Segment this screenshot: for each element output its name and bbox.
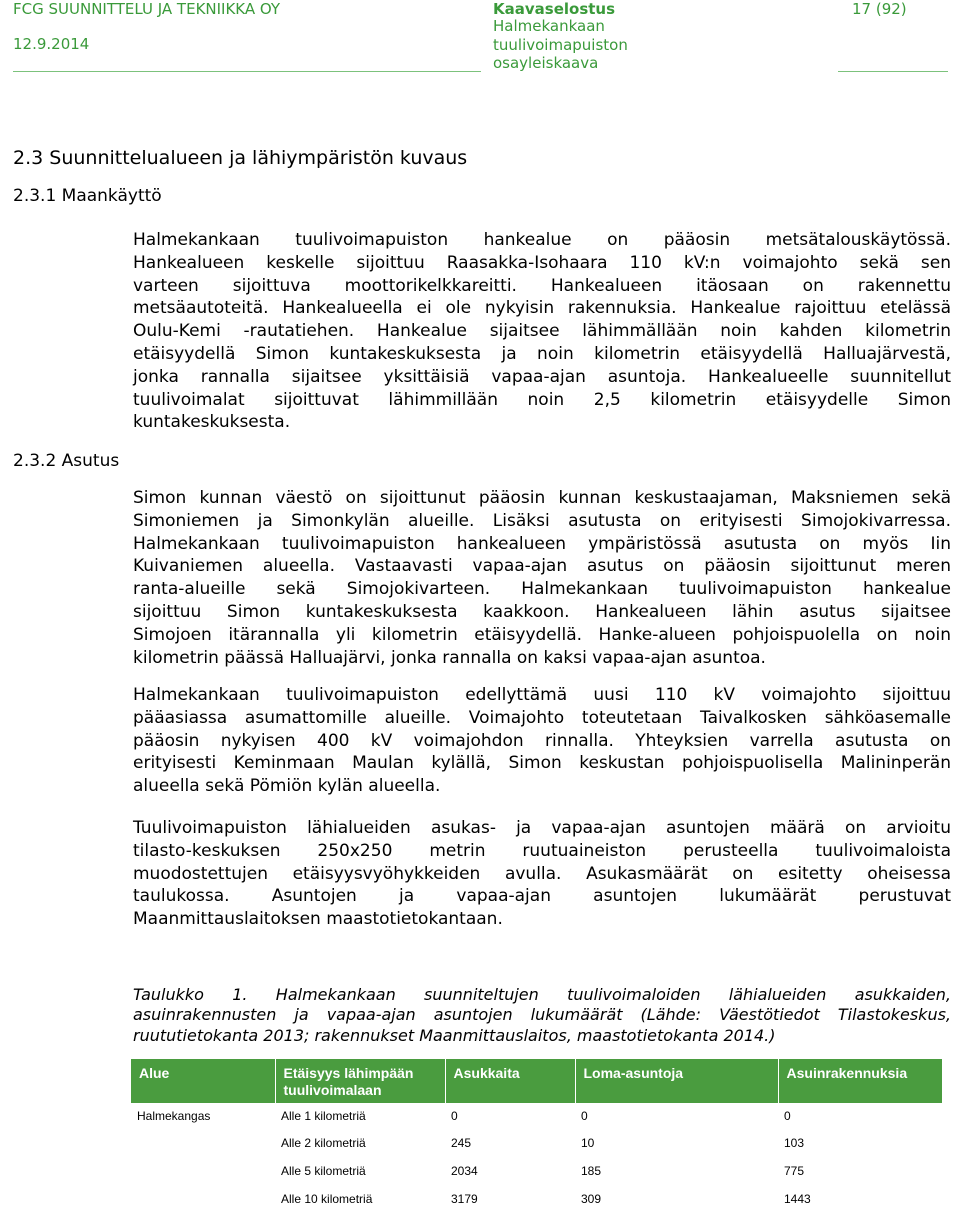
table-cell: 0 (445, 1104, 575, 1129)
text-line: Simoniemen ja Simonkylän alueille. Lisäksi asutusta on erityisesti Simojokivarressa. (133, 510, 951, 531)
header-rule-right (838, 71, 948, 72)
text-line: alueella sekä Pömiön kylän alueella. (133, 776, 441, 797)
text-line: tuulivoimalat sijoittuvat lähimmillään noin 2,5 kilometrin etäisyydelle Simon (133, 389, 951, 410)
table-cell: 1443 (778, 1185, 942, 1213)
table-row (131, 1129, 942, 1157)
text-line: Simojoen itärannalla yli kilometrin etäisyydellä. Hanke-alueen pohjoispuolella on noin (133, 624, 951, 645)
table-cell: Alle 2 kilometriä (275, 1129, 445, 1157)
text-line: asuinrakennusten ja vapaa-ajan asuntojen lukumäärät (Lähde: Väestötiedot Tilastokeskus, (133, 1005, 951, 1025)
table-cell (131, 1129, 275, 1157)
header-alue: Alue (131, 1059, 275, 1104)
table-row (131, 1104, 942, 1129)
text-line: Halmekankaan tuulivoimapuiston hankealueen ympäristössä asutusta on myös Iin (133, 533, 951, 554)
text-line: etäisyydellä Simon kuntakeskuksesta ja noin kilometrin etäisyydellä Halluajärvestä, (133, 343, 951, 364)
text-line: varteen sijoittuva moottorikelkkareitti. Hankealueen itäosaan on rakennettu (133, 275, 951, 296)
header-loma-asuntoja: Loma-asuntoja (575, 1059, 778, 1104)
table-cell: Alle 1 kilometriä (275, 1104, 445, 1129)
subsection-heading-maankaytto: 2.3.1 Maankäyttö (13, 186, 162, 206)
table-cell: 103 (778, 1129, 942, 1157)
text-line: erityisesti Keminmaan Maulan kylällä, Simon keskustan pohjoispuolisella Malininperän (133, 753, 951, 774)
section-heading: 2.3 Suunnittelualueen ja lähiympäristön kuvaus (13, 147, 468, 169)
table-row (131, 1185, 942, 1213)
header-asukkaita: Asukkaita (445, 1059, 575, 1104)
table-cell: Alle 10 kilometriä (275, 1185, 445, 1213)
document-subtitle-2: tuulivoimapuiston (493, 36, 628, 54)
text-line: Simon kunnan väestö on sijoittunut pääosin kunnan keskustaajaman, Maksniemen sekä (133, 488, 951, 508)
header-asuinrakennuksia: Asuinrakennuksia (778, 1059, 942, 1104)
text-line: jonka rannalla sijaitsee yksittäisiä vapaa-ajan asuntoja. Hankealueelle suunnitellut (133, 366, 951, 387)
text-line: kuntakeskuksesta. (133, 412, 291, 433)
document-date: 12.9.2014 (13, 35, 90, 53)
text-line: Oulu-Kemi -rautatiehen. Hankealue sijaitsee lähimmällään noin kahden kilometrin (133, 321, 951, 342)
table-cell: 0 (778, 1104, 942, 1129)
page-number: 17 (92) (852, 0, 907, 18)
text-line: sijoittuu Simon kuntakeskuksesta kaakkoon. Hankealueen lähin asutus sijaitsee (133, 601, 951, 622)
table-row (131, 1157, 942, 1185)
paragraph-asutus-3 (133, 817, 951, 931)
document-title: Kaavaselostus (493, 0, 616, 18)
table-cell: 309 (575, 1185, 778, 1213)
document-subtitle-1: Halmekankaan (493, 17, 605, 35)
text-line: muodostettujen etäisyysvyöhykkeiden avulla. Asukasmäärät on esitetty oheisessa (133, 863, 951, 884)
text-line: Hankealueen keskelle sijoittuu Raasakka-Isohaara 110 kV:n voimajohto sekä sen (133, 252, 951, 273)
document-subtitle-3: osayleiskaava (493, 54, 599, 72)
text-line: Maanmittauslaitoksen maastotietokantaan. (133, 909, 503, 930)
table-cell: Halmekangas (131, 1104, 275, 1129)
text-line: ruututietokanta 2013; rakennukset Maanmittauslaitos, maastotietokanta 2014.) (133, 1025, 776, 1045)
text-line: pääasiassa asumattomille alueille. Voimajohto toteutetaan Taivalkosken sähköasemalle (133, 707, 951, 728)
table-cell: 0 (575, 1104, 778, 1129)
text-line: ranta-alueille sekä Simojokivarteen. Halmekankaan tuulivoimapuiston hankealue (133, 579, 951, 600)
text-line: metsäautoteitä. Hankealueella ei ole nykyisin rakennuksia. Hankealue rajoittuu etelässä (133, 298, 951, 319)
header-rule-left (13, 71, 481, 72)
paragraph-asutus-1 (133, 487, 951, 669)
table-cell: 775 (778, 1157, 942, 1185)
text-line: Taulukko 1. Halmekankaan suunniteltujen tuulivoimaloiden lähialueiden asukkaiden, (133, 985, 951, 1004)
table-cell: 10 (575, 1129, 778, 1157)
header-etaisyys: Etäisyys lähimpään tuulivoimalaan (275, 1059, 445, 1104)
company-name: FCG SUUNNITTELU JA TEKNIIKKA OY (13, 0, 281, 18)
text-line: kilometrin päässä Halluajärvi, jonka rannalla on kaksi vapaa-ajan asuntoa. (133, 647, 766, 668)
table-caption (133, 985, 951, 1046)
text-line: Halmekankaan tuulivoimapuiston edellyttämä uusi 110 kV voimajohto sijoittuu (133, 685, 951, 705)
text-line: Halmekankaan tuulivoimapuiston hankealue on pääosin metsätalouskäytössä. (133, 230, 951, 250)
table-cell: Alle 5 kilometriä (275, 1157, 445, 1185)
table-cell: 3179 (445, 1185, 575, 1213)
residents-table (131, 1059, 943, 1212)
text-line: tilasto-keskuksen 250x250 metrin ruutuaineiston perusteella tuulivoimaloista (133, 840, 951, 861)
table-cell (131, 1157, 275, 1185)
table-cell: 185 (575, 1157, 778, 1185)
table-cell: 245 (445, 1129, 575, 1157)
table-header-row (131, 1059, 942, 1104)
text-line: Kuivaniemen alueella. Vastaavasti vapaa-ajan asutus on pääosin sijoittunut meren (133, 556, 951, 577)
subsection-heading-asutus: 2.3.2 Asutus (13, 451, 120, 471)
table-cell (131, 1185, 275, 1213)
table-cell: 2034 (445, 1157, 575, 1185)
text-line: Tuulivoimapuiston lähialueiden asukas- ja vapaa-ajan asuntojen määrä on arvioitu (133, 818, 951, 838)
paragraph-maankaytto (133, 229, 951, 434)
text-line: pääosin nykyisen 400 kV voimajohdon rinnalla. Yhteyksien varrella asutusta on (133, 730, 951, 751)
paragraph-asutus-2 (133, 684, 951, 798)
text-line: taulukossa. Asuntojen ja vapaa-ajan asuntojen lukumäärät perustuvat (133, 886, 951, 907)
